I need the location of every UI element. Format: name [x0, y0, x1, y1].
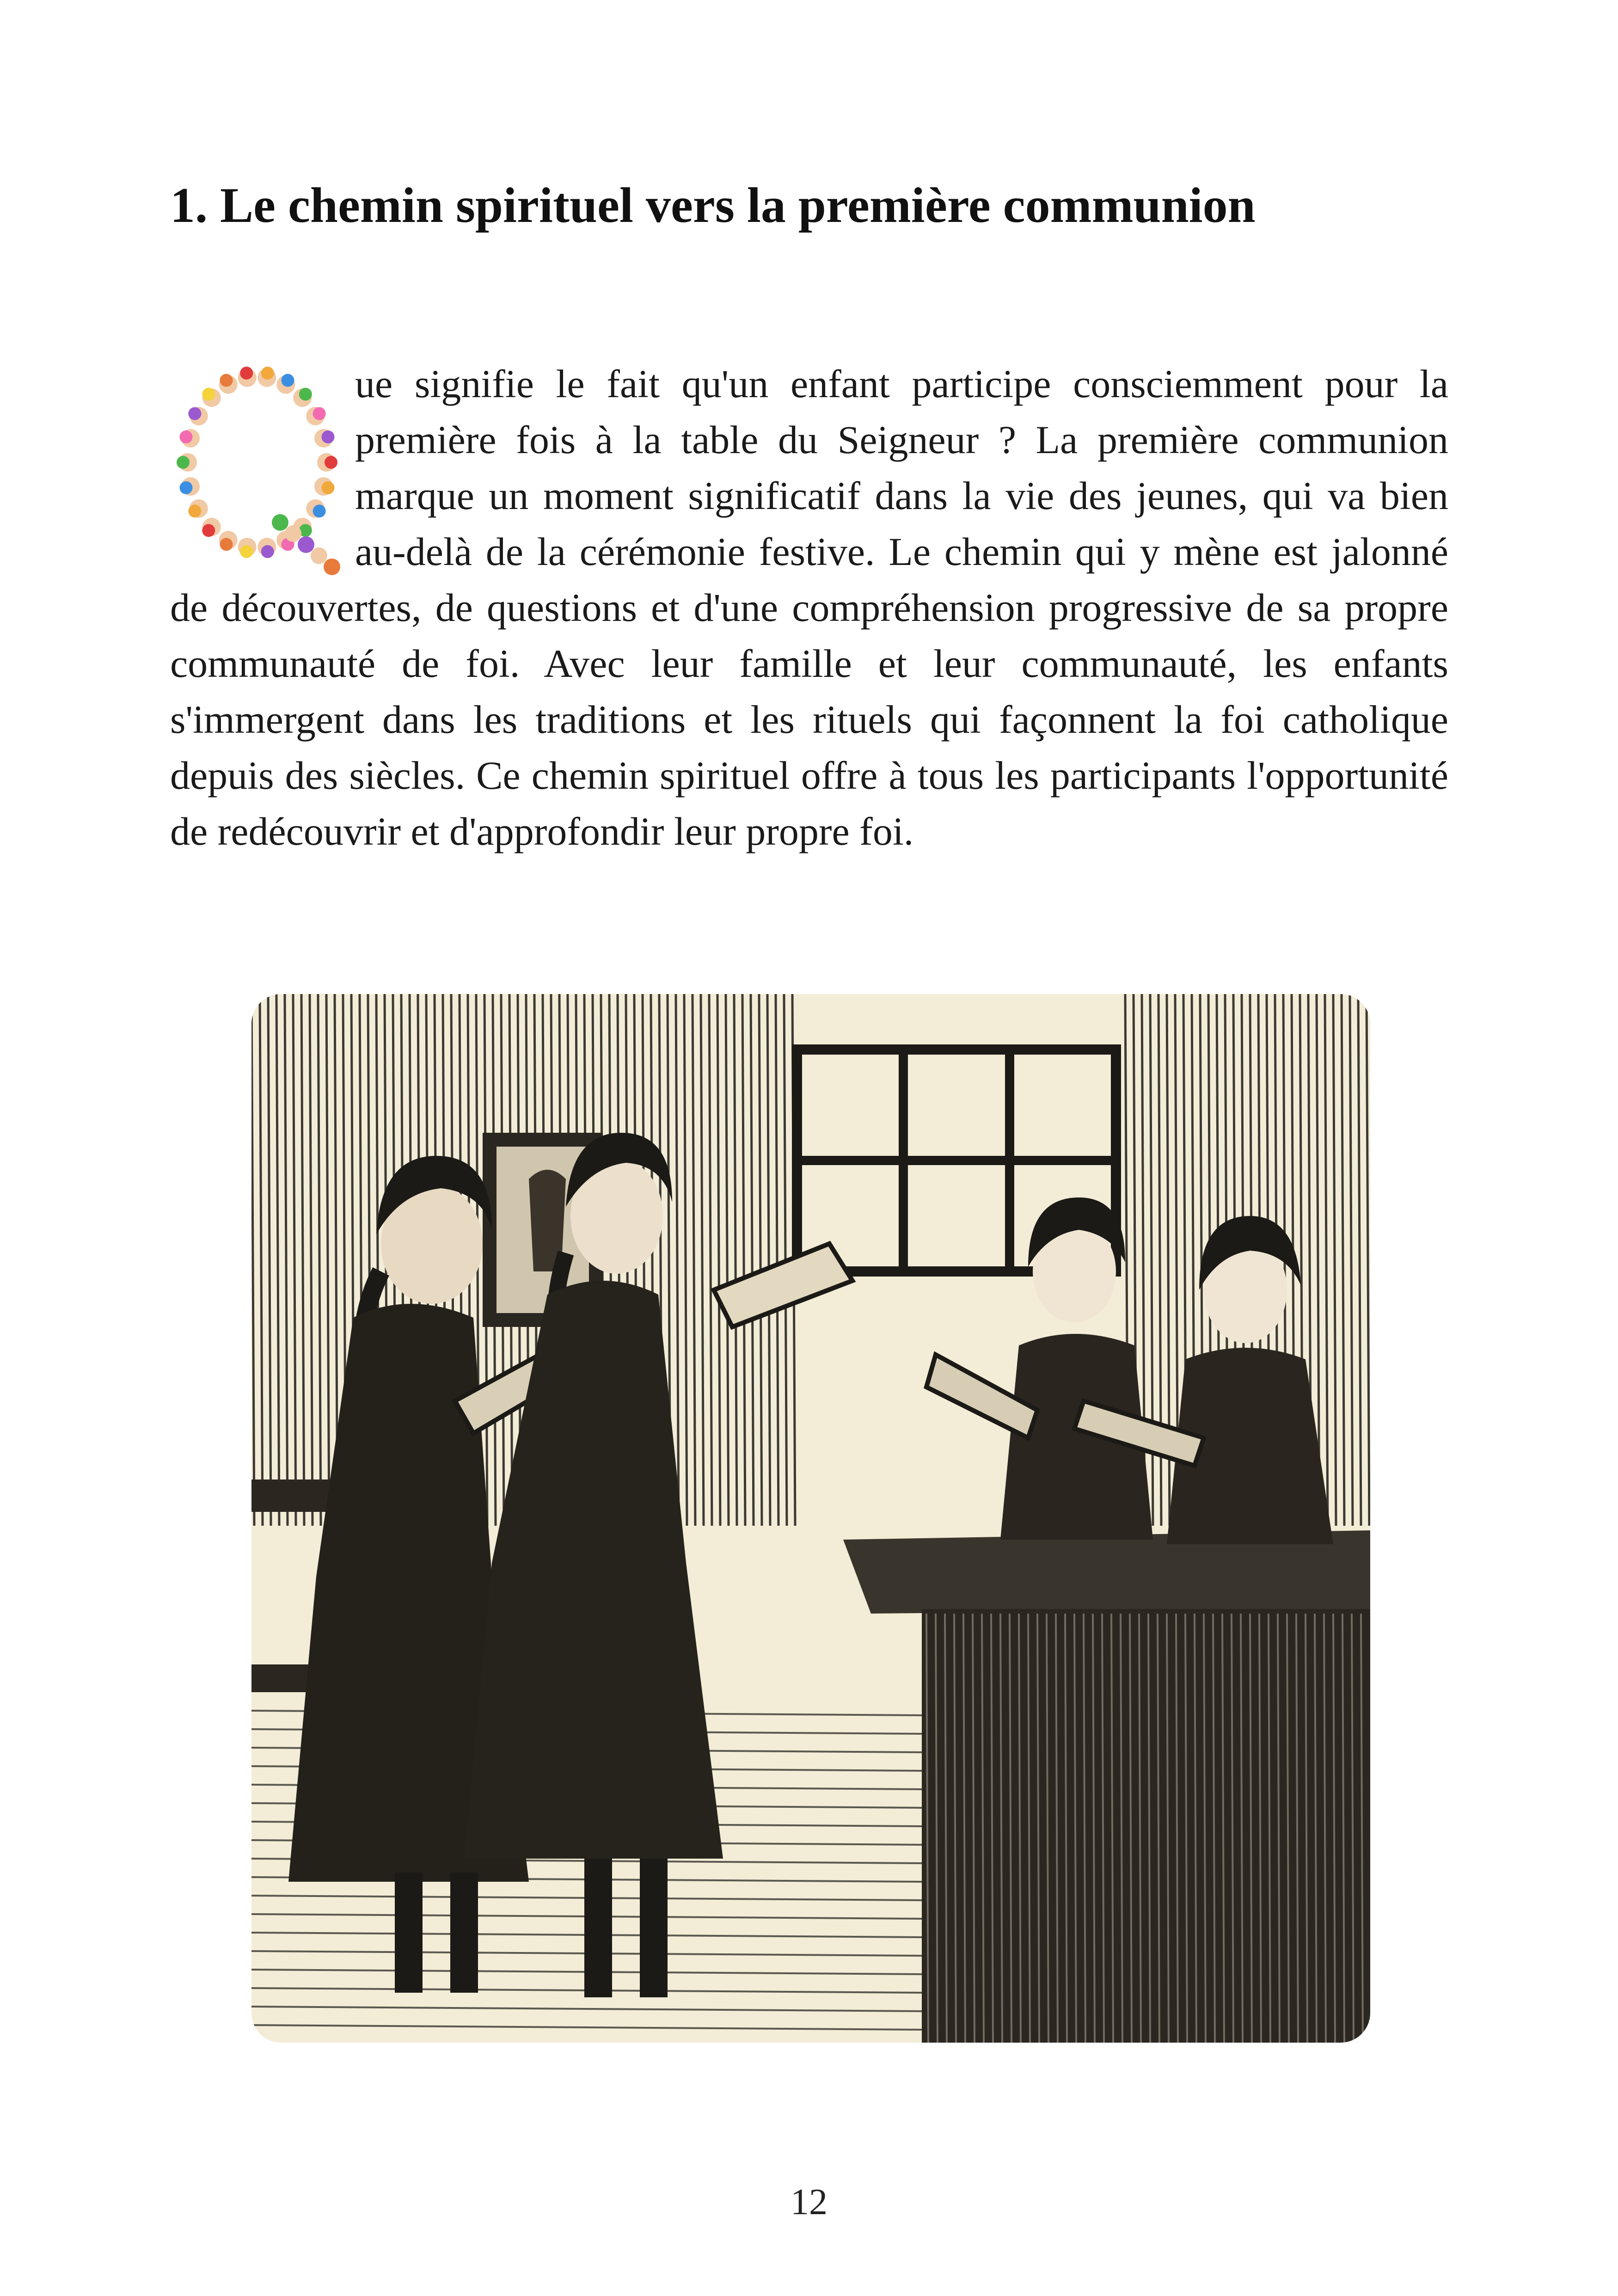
table-shape — [843, 1530, 1370, 2043]
engraving-girls-reading-classroom-icon — [251, 994, 1370, 2043]
chapter-paragraph — [170, 356, 1448, 859]
children-circle-letter-q-icon — [165, 356, 355, 578]
paragraph-text: ue signifie le fait qu'un enfant participe consciemment pour la première fois à la table du Seigneur ? La première communion marque un moment significatif dans la vie des jeunes, qui va bien au-delà de la cérémonie festive. Le chemin qui y mène est jalonné de découvertes, de questions et d'une compréhension progressive de sa propre communauté de foi. Avec leur famille et leur communauté, les enfants s'immergent dans les traditions et les rituels qui façonnent la foi catholique depuis des siècles. Ce chemin spirituel offre à tous les participants l'opportunité de redécouvrir et d'approfondir leur propre foi. — [170, 362, 1448, 853]
drop-cap-q — [165, 356, 355, 578]
page-number: 12 — [791, 2182, 827, 2222]
chapter-title: 1. Le chemin spirituel vers la première communion — [170, 178, 1256, 233]
classroom-illustration — [251, 994, 1370, 2043]
